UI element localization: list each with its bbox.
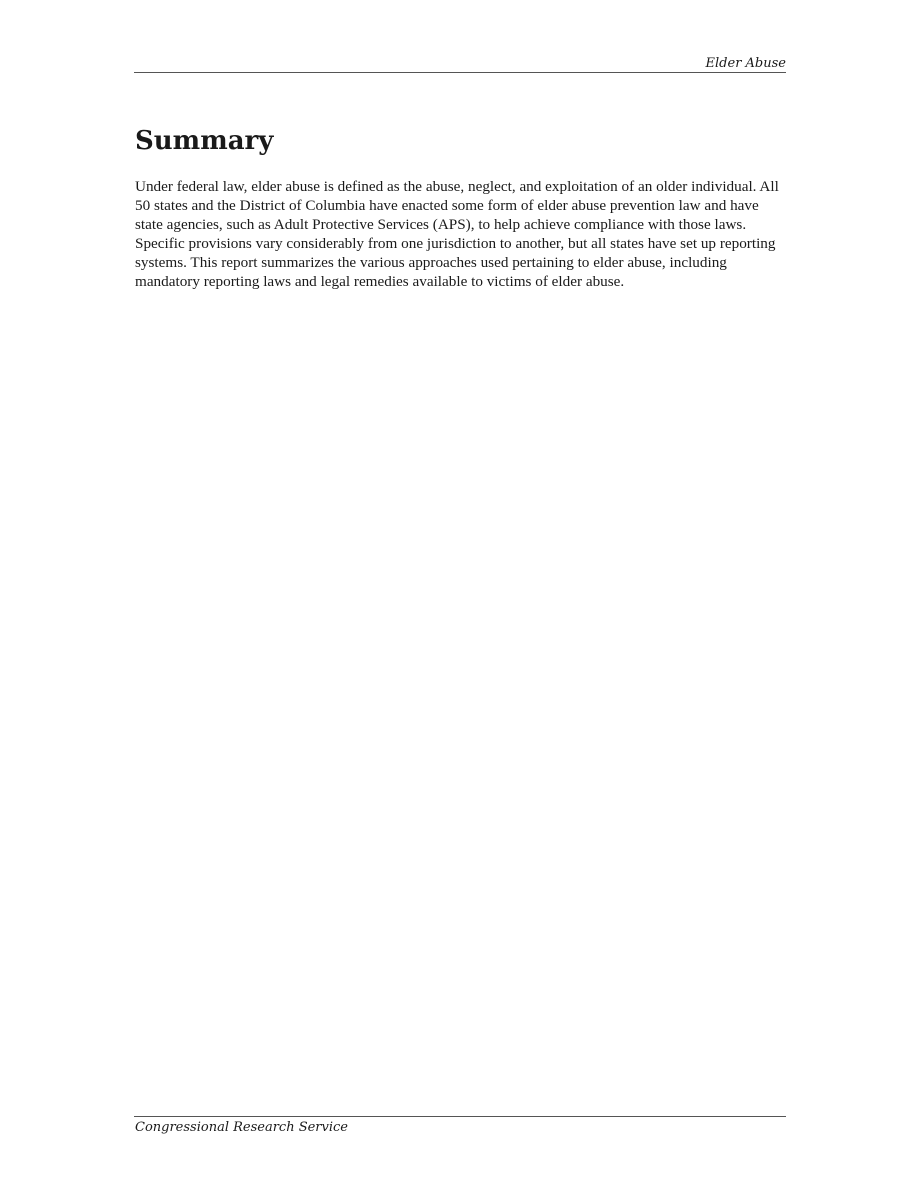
footer-divider [134,1116,786,1117]
header-divider [134,72,786,73]
running-footer-organization: Congressional Research Service [135,1120,349,1135]
summary-paragraph: Under federal law, elder abuse is defined as the abuse, neglect, and exploitation of an older individual. All 50 states and the District of Columbia have enacted some form of elder abuse prevention law and have state agencies, such as Adult Protective Services (APS), to help achieve compliance with those laws. Specific provisions vary considerably from one jurisdiction to another, but all states have set up reporting systems. This report summarizes the various approaches used pertaining to elder abuse, including mandatory reporting laws and legal remedies available to victims of elder abuse. [135,178,779,290]
running-header-title: Elder Abuse [705,56,786,71]
section-title: Summary [135,126,274,156]
